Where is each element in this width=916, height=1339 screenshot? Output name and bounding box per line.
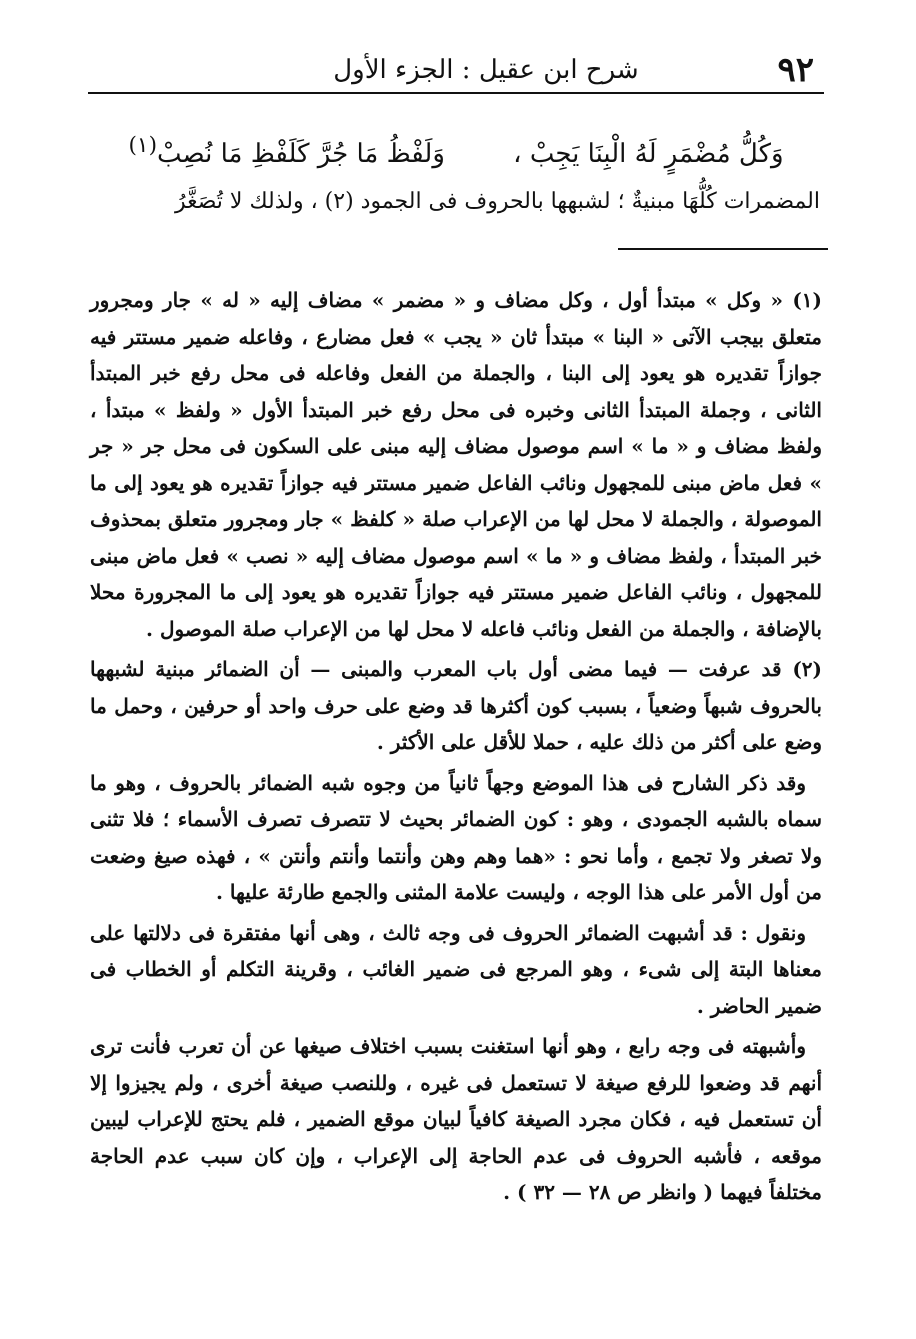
verse-footnote-ref: (١) xyxy=(128,133,158,158)
page-header xyxy=(88,48,824,94)
footnote-paragraph: وأشبهته فى وجه رابع ، وهو أنها استغنت بسبب اختلاف صيغها عن أن تعرب فأنت ترى أنهم قد وضعوا للرفع صيغة لا تستعمل فى غيره ، وللنصب صيغة أخرى ، ولم يجيزوا إلا أن تستعمل فيه ، فكان مجرد الصيغة كافياً لبيان موقع الضمير ، فلم يحتج للإعراب ليبين موقعه ، فأشبه الحروف فى عدم الحاجة إلى الإعراب ، وإن كان سبب عدم الحاجة مختلفاً فيهما ( وانظر ص ٢٨ — ٣٢ ) . xyxy=(90,1034,822,1204)
footnotes xyxy=(90,282,822,1215)
footnote-text: « وكل » مبتدأ أول ، وكل مضاف و « مضمر » مضاف إليه « له » جار ومجرور متعلق بيجب الآتى « البنا » مبتدأ ثان « يجب » فعل مضارع ، وفاعله ضمير مستتر فيه جوازاً تقديره هو يعود إلى البنا ، والجملة من الفعل وفاعله فى محل رفع خبر المبتدأ الثانى ، وجملة المبتدأ الثانى وخبره فى محل رفع خبر المبتدأ الأول « ولفظ » مبتدأ ، ولفظ مضاف و « ما » اسم موصول مضاف إليه مبنى على السكون فى محل جر « جر » فعل ماض مبنى للمجهول ونائب الفاعل ضمير مستتر فيه جوازاً تقديره هو يعود إلى ما الموصولة ، والجملة لا محل لها من الإعراب صلة « كلفظ » جار ومجرور متعلق بمحذوف خبر المبتدأ ، ولفظ مضاف و « ما » اسم موصول مضاف إليه « نصب » فعل ماض مبنى للمجهول ، ونائب الفاعل ضمير مستتر فيه جوازاً تقديره هو يعود إلى ما المجرورة محلا بالإضافة ، والجملة من الفعل ونائب فاعله لا محل لها من الإعراب صلة الموصول . xyxy=(90,288,822,641)
footnote-2 xyxy=(90,651,822,761)
verse-hemistich-first-text: وَكُلُّ مُضْمَرٍ لَهُ الْبِنَا يَجِبْ ، xyxy=(513,138,784,169)
footnote-number: (١) xyxy=(792,288,822,312)
footnote-1 xyxy=(90,282,822,647)
verse-hemistich-second-text: وَلَفْظُ مَا جُرَّ كَلَفْظِ مَا نُصِبْ xyxy=(157,138,445,169)
commentary-text: المضمرات كُلُّهَا مبنيةٌ ؛ لشبهها بالحروف فى الجمود (٢) ، ولذلك لا تُصَغَّرُ xyxy=(174,189,820,214)
footnote-paragraph: وقد ذكر الشارح فى هذا الموضع وجهاً ثانياً من وجوه شبه الضمائر بالحروف ، وهو ما سماه بالشبه الجمودى ، وهو : كون الضمائر بحيث لا تتصرف تصرف الأسماء ؛ فلا تثنى ولا تصغر ولا تجمع ، وأما نحو : «هما وهم وهن وأنتما وأنتم وأنتن » ، فهذه صيغ وضعت من أول الأمر على هذا الوجه ، وليست علامة المثنى والجمع طارئة عليها . xyxy=(90,770,822,904)
footnote-number: (٢) xyxy=(792,657,822,681)
page-number: ٩٢ xyxy=(777,50,814,90)
running-title: شرح ابن عقيل : الجزء الأول xyxy=(333,55,639,85)
footnote-divider xyxy=(618,248,828,250)
footnote-text: قد عرفت — فيما مضى أول باب المعرب والمبنى — أن الضمائر مبنية لشبهها بالحروف شبهاً وضعياً ، بسبب كون أكثرها قد وضع على حرف واحد أو حرفين ، وحمل ما وضع على أكثر من ذلك عليه ، حملا للأقل على الأكثر . xyxy=(90,657,822,754)
verse-line xyxy=(92,124,820,176)
verse-hemistich-first xyxy=(513,132,783,176)
verse-hemistich-second xyxy=(128,124,444,176)
footnote-paragraph: ونقول : قد أشبهت الضمائر الحروف فى وجه ثالث ، وهى أنها مفتقرة فى دلالتها على معناها البتة إلى شىء ، وهو المرجع فى ضمير الغائب ، وقرينة التكلم أو الخطاب فى ضمير الحاضر . xyxy=(90,920,823,1018)
